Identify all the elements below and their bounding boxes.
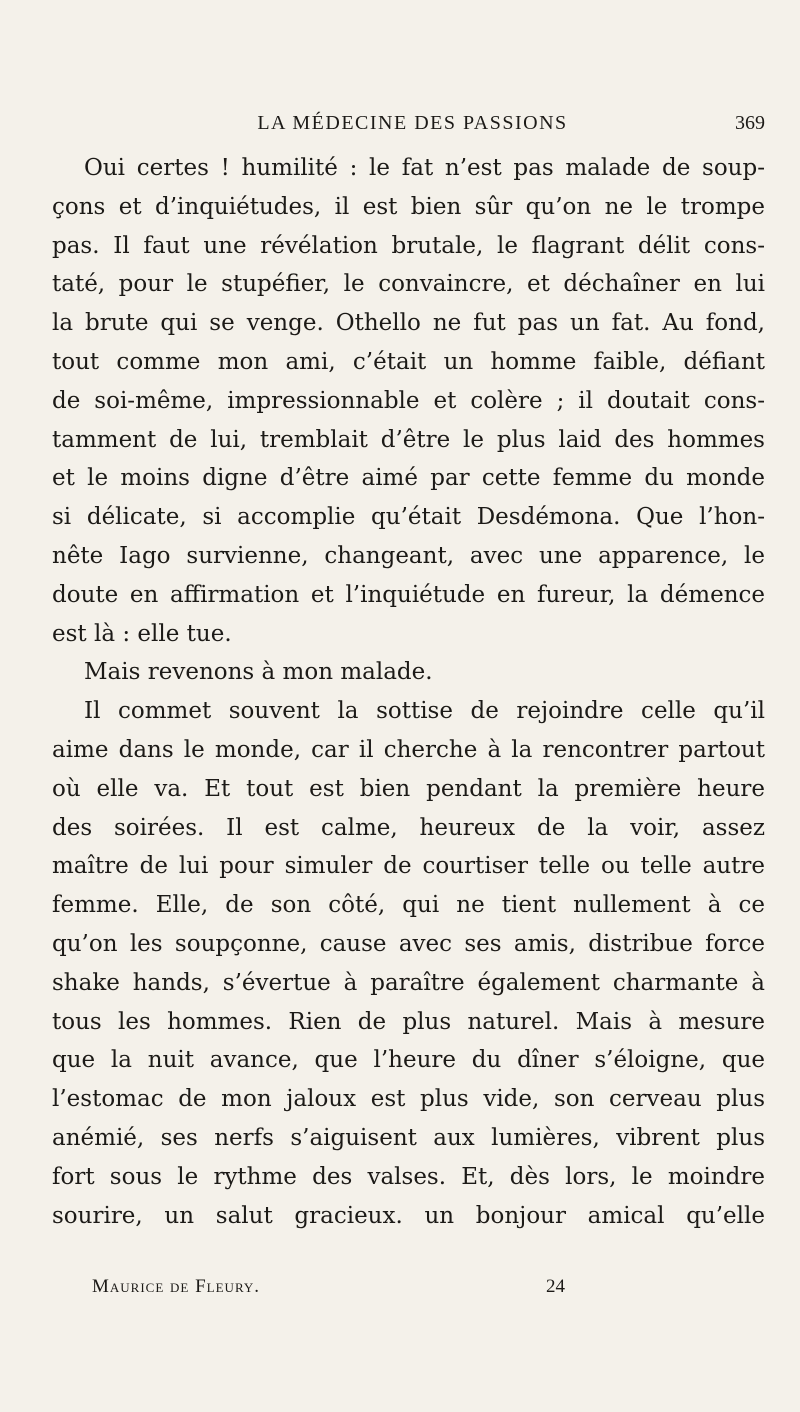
signature-footer (92, 1276, 612, 1306)
page-header (60, 108, 765, 144)
text-line: des soirées. Il est calme, heureux de la voir, assez (52, 814, 765, 841)
text-line: Mais revenons à mon malade. (84, 659, 433, 686)
text-line: l’estomac de mon jaloux est plus vide, son cerveau plus (52, 1086, 765, 1113)
text-line: taté, pour le stupéfier, le convaincre, et déchaîner en lui (52, 271, 765, 298)
text-line: shake hands, s’évertue à paraître également charmante à (52, 969, 765, 996)
text-line: pas. Il faut une révélation brutale, le flagrant délit cons- (52, 232, 765, 259)
text-line: doute en affirmation et l’inquiétude en fureur, la démence (52, 581, 765, 608)
signature-number: 24 (546, 1276, 565, 1297)
text-line: et le moins digne d’être aimé par cette femme du monde (52, 465, 765, 492)
text-line: femme. Elle, de son côté, qui ne tient nullement à ce (52, 892, 765, 919)
text-line: Il commet souvent la sottise de rejoindre celle qu’il (84, 698, 765, 725)
text-line: si délicate, si accomplie qu’était Desdémona. Que l’hon- (52, 504, 765, 531)
text-line: que la nuit avance, que l’heure du dîner s’éloigne, que (52, 1047, 765, 1074)
text-line: fort sous le rythme des valses. Et, dès lors, le moindre (52, 1163, 765, 1190)
text-line: tout comme mon ami, c’était un homme faible, défiant (52, 348, 765, 375)
page-number: 369 (735, 112, 765, 134)
text-line: qu’on les soupçonne, cause avec ses amis, distribue force (52, 930, 765, 957)
text-line: aime dans le monde, car il cherche à la rencontrer partout (52, 736, 765, 763)
running-title: LA MÉDECINE DES PASSIONS (257, 112, 568, 134)
text-line: Oui certes ! humilité : le fat n’est pas malade de soup- (84, 155, 765, 181)
text-line: sourire, un salut gracieux. un bonjour amical qu’elle (52, 1202, 765, 1229)
text-line: nête Iago survienne, changeant, avec une apparence, le (52, 542, 765, 569)
body-text (52, 149, 765, 1235)
text-line: anémié, ses nerfs s’aiguisent aux lumières, vibrent plus (52, 1124, 765, 1151)
text-line: est là : elle tue. (52, 620, 232, 647)
text-line: tamment de lui, tremblait d’être le plus laid des hommes (52, 426, 765, 453)
text-line: tous les hommes. Rien de plus naturel. Mais à mesure (52, 1008, 765, 1035)
signature-author: Maurice de Fleury. (92, 1276, 261, 1297)
text-line: de soi-même, impressionnable et colère ; il doutait cons- (52, 387, 765, 414)
text-line: la brute qui se venge. Othello ne fut pas un fat. Au fond, (52, 310, 765, 337)
text-line: maître de lui pour simuler de courtiser telle ou telle autre (52, 853, 765, 880)
text-line: où elle va. Et tout est bien pendant la première heure (52, 775, 765, 802)
text-line: çons et d’inquiétudes, il est bien sûr qu’on ne le trompe (52, 193, 765, 220)
